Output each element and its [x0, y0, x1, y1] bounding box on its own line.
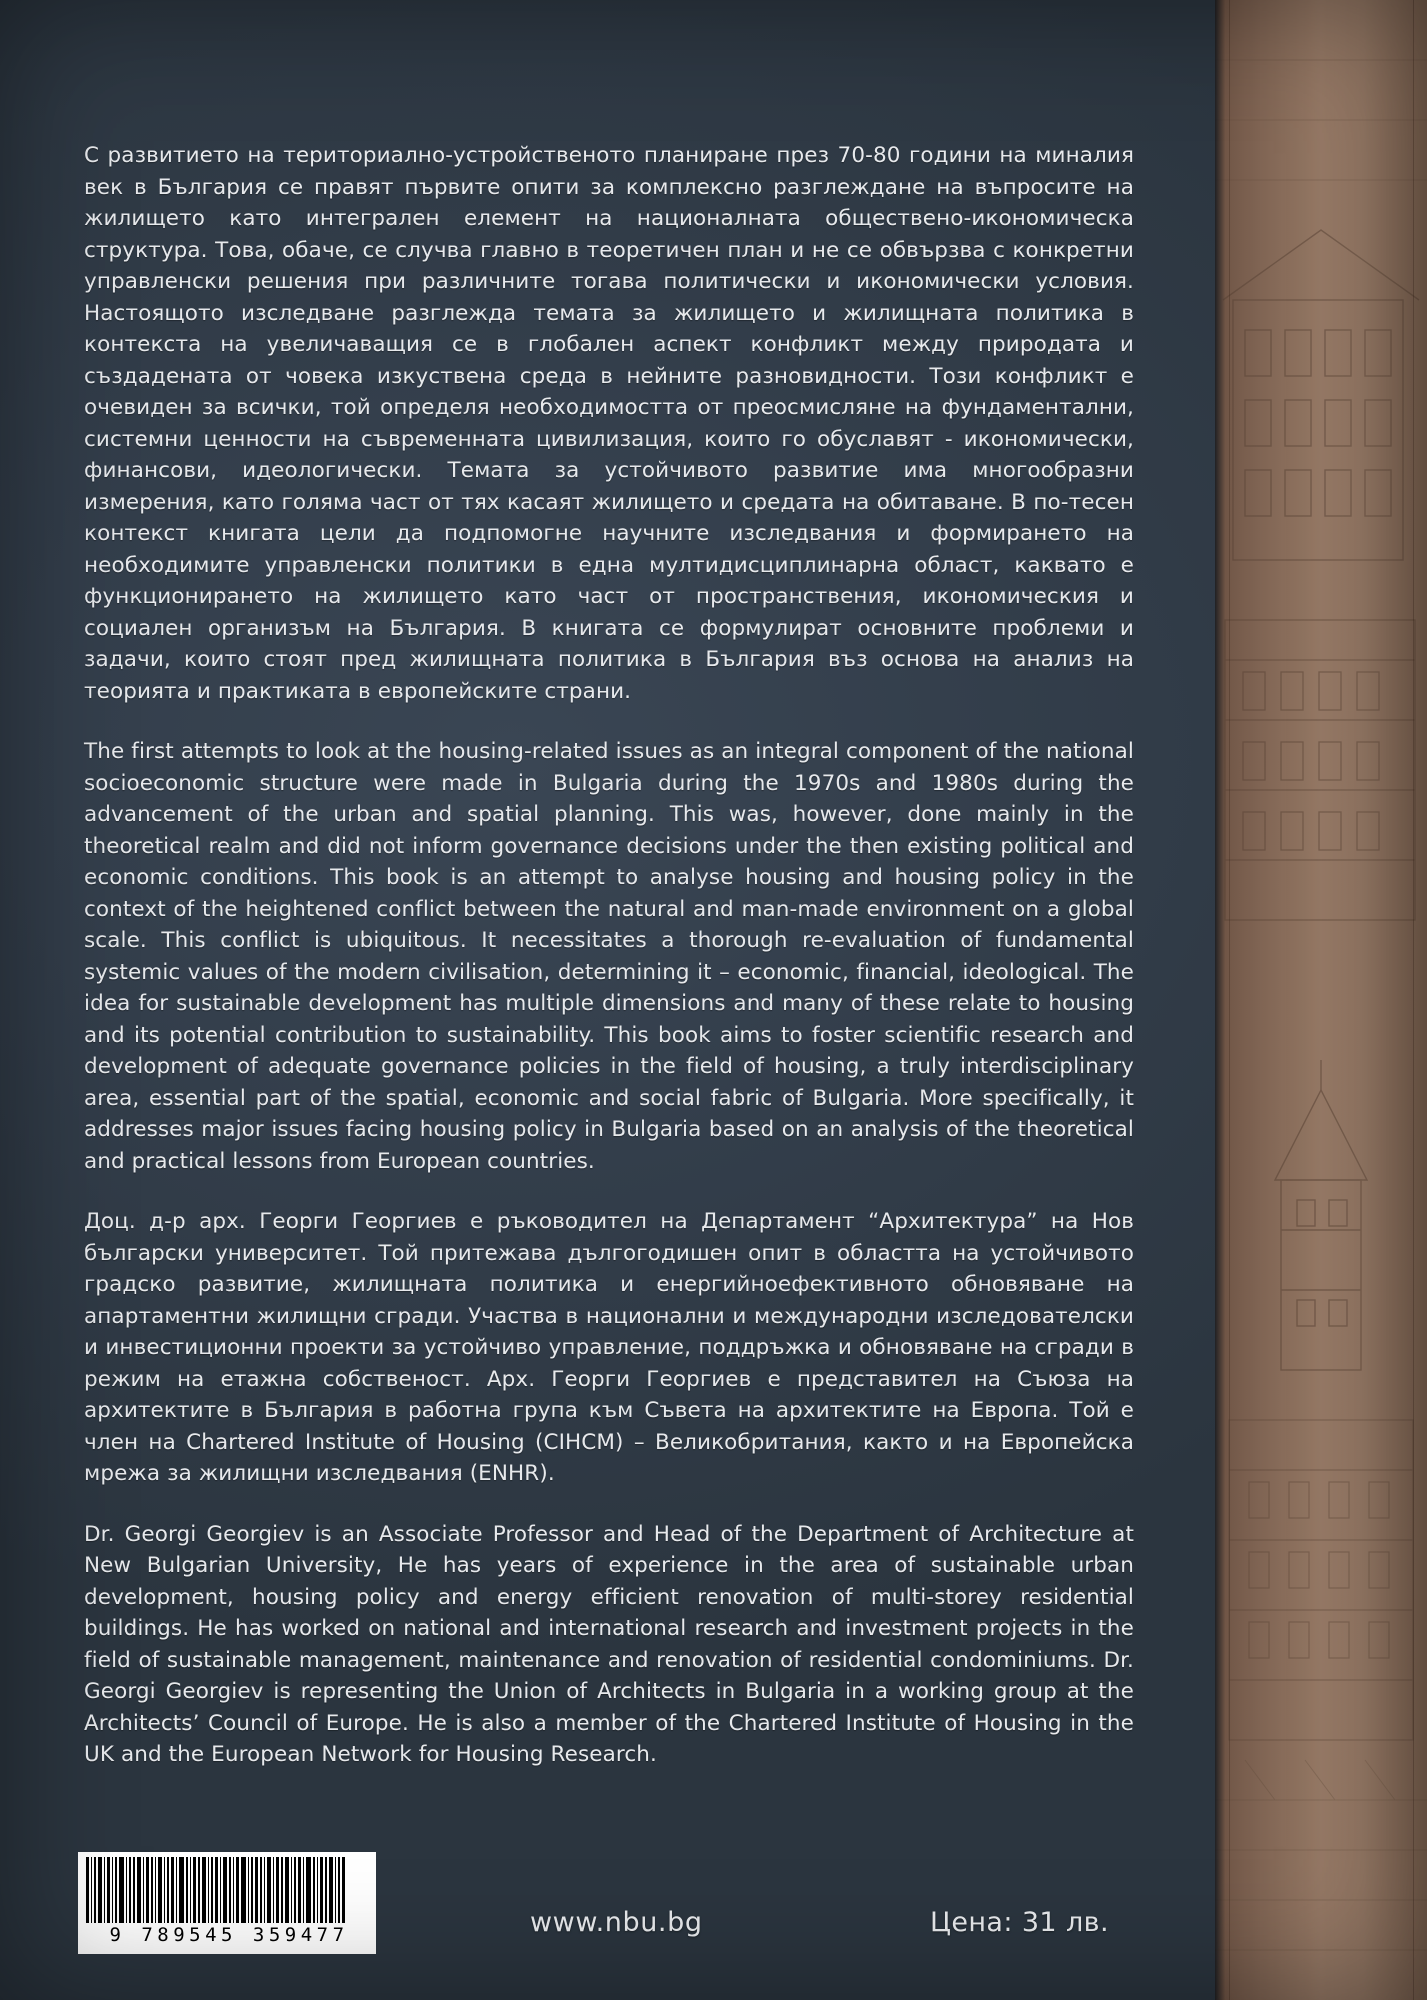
barcode: [78, 1852, 376, 1954]
price-label: Цена: 31 лв.: [930, 1907, 1109, 1938]
barcode-number: 9 789545 359477: [109, 1924, 349, 1946]
paragraph-en-author-bio: Dr. Georgi Georgiev is an Associate Professor and Head of the Department of Architecture at New Bulgarian University, He has years of experience in the area of sustainable urban development, housing policy and energy efficient renovation of multi-storey residential buildings. He has worked on national and international research and investment projects in the field of sustainable management, maintenance and renovation of residential condominiums. Dr. Georgi Georgiev is representing the Union of Architects in Bulgaria in a working group at the Architects’ Council of Europe. He is also a member of the Chartered Institute of Housing in the UK and the European Network for Housing Research.: [84, 1521, 1134, 1767]
paragraph-en-description: The first attempts to look at the housing-related issues as an integral component of the national socioeconomic structure were made in Bulgaria during the 1970s and 1980s during the advancement of the urban and spatial planning. This was, however, done mainly in the theoretical realm and did not inform governance decisions under the then existing political and economic conditions. This book is an attempt to analyse housing and housing policy in the context of the heightened conflict between the natural and man-made environment on a global scale. This conflict is ubiquitous. It necessitates a thorough re-evaluation of fundamental systemic values of the modern civilisation, determining it – economic, financial, ideological. The idea for sustainable development has multiple dimensions and many of these relate to housing and its potential contribution to sustainability. This book aims to foster scientific research and development of adequate governance policies in the field of housing, a truly interdisciplinary area, essential part of the spatial, economic and social fabric of Bulgaria. More specifically, it addresses major issues facing housing policy in Bulgaria based on an analysis of the theoretical and practical lessons from European countries.: [84, 739, 1134, 1174]
engraving-illustration-icon: [1215, 0, 1427, 2000]
cover-fold-shadow: [1215, 0, 1225, 2000]
paragraph-bg-description: С развитието на териториално-устройственото планиране през 70-80 години на миналия век в България се правят първите опити за комплексно разглеждане на въпросите на жилището като интегрален елемент на националната обществено-икономическа структура. Това, обаче, се случва главно в теоретичен план и не се обвързва с конкретни управленски решения при различните тогава политически и икономически условия. Настоящото изследване разглежда темата за жилището и жилищната политика в контекста на увеличаващия се в глобален аспект конфликт между природата и създадената от човека изкуствена среда в нейните разновидности. Този конфликт е очевиден за всички, той определя необходимостта от преосмисляне на фундаментални, системни ценности на съвременната цивилизация, които го обуславят - икономически, финансови, идеологически. Темата за устойчивото развитие има многообразни измерения, като голяма част от тях касаят жилището и средата на обитаване. В по-тесен контекст книгата цели да подпомогне научните изследвания и формирането на необходимите управленски политики в една мултидисциплинарна област, каквато е функционирането на жилището като част от пространствения, икономическия и социален организъм на България. В книгата се формулират основните проблеми и задачи, които стоят пред жилищната политика в България въз основа на анализ на теорията и практиката в европейските страни.: [84, 143, 1134, 704]
barcode-bars: [86, 1857, 368, 1923]
paragraph-bg-author-bio: Доц. д-р арх. Георги Георгиев е ръководител на Департамент “Архитектура” на Нов български университет. Той притежава дългогодишен опит в областта на устойчивото градско развитие, жилищната политика и енергийноефективното обновяване на апартаментни жилищни сгради. Участва в национални и международни изследователски и инвестиционни проекти за устойчиво управление, поддръжка и обновяване на сгради в режим на етажна собственост. Арх. Георги Георгиев е представител на Съюза на архитектите в България в работна група към Съвета на архитектите на Европа. Той е член на Chartered Institute of Housing (CIHCM) – Великобритания, както и на Европейска мрежа за жилищни изследвания (ENHR).: [84, 1209, 1134, 1486]
back-cover-footer: [0, 1830, 1215, 2000]
website-url[interactable]: www.nbu.bg: [530, 1907, 703, 1938]
decorative-engraving-strip: [1215, 0, 1427, 2000]
strip-hairline: [1229, 0, 1230, 2000]
strip-hairline: [1413, 0, 1414, 2000]
back-cover-text-column: [84, 140, 1134, 1771]
